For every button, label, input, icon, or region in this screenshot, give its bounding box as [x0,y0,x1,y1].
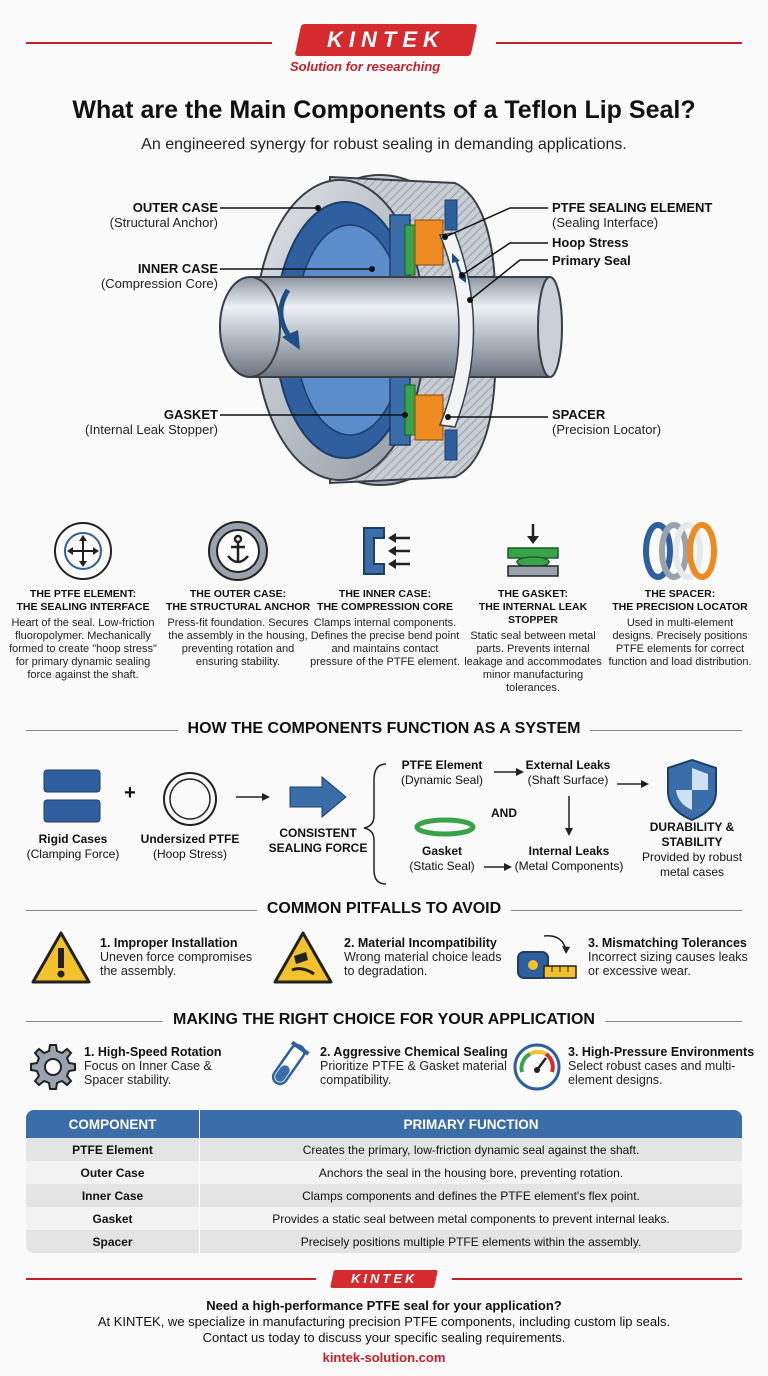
system-durability [632,820,752,880]
system-internal-leaks [508,844,630,874]
choice-item-1 [84,1045,254,1087]
choice-title: 3. High-Pressure Environments [568,1045,755,1059]
component-card-outer-case [163,520,313,669]
callout-title: OUTER CASE [132,200,218,215]
label-sub: (Hoop Stress) [152,847,228,861]
footer-rule-left [26,1278,316,1280]
pitfall-title: 3. Mismatching Tolerances [588,936,747,950]
callout-spacer [552,407,752,437]
spacer-rings-icon [640,520,720,582]
system-gasket [392,844,492,874]
card-title-1: THE INNER CASE: [338,588,432,600]
gasket-press-icon [502,520,564,582]
table-header-function: PRIMARY FUNCTION [200,1110,742,1138]
label-title: PTFE Element [401,758,483,772]
callout-sub: (Compression Core) [100,276,218,291]
card-title-2: THE INTERNAL LEAK STOPPER [478,601,588,626]
system-plus: + [124,782,136,804]
warning-icon [30,930,92,986]
heading-text: COMMON PITFALLS TO AVOID [257,900,511,917]
system-ptfe-element [392,758,492,788]
system-consistent-force [260,826,376,856]
card-title-2: THE PRECISION LOCATOR [612,601,748,613]
callout-title: GASKET [163,407,218,422]
component-card-inner-case [310,520,460,669]
table-cell-function: Clamps components and defines the PTFE element's flex point. [200,1184,742,1207]
table-cell-function: Creates the primary, low-friction dynamic seal against the shaft. [200,1138,742,1161]
heading-text: HOW THE COMPONENTS FUNCTION AS A SYSTEM [178,720,591,737]
card-desc: Heart of the seal. Low-friction fluoropolymer. Mechanically formed to create "hoop stress" for primary dynamic sealing force against the shaft. [9,617,157,681]
footer-line-2: Contact us today to discuss your specific sealing requirements. [202,1330,566,1345]
table-row [26,1161,742,1184]
label-line-1: DURABILITY & [649,820,735,834]
kintek-logo[interactable] [295,24,478,56]
footer-rule-right [452,1278,742,1280]
system-and: AND [491,806,517,820]
table-header-component: COMPONENT [26,1110,200,1138]
pitfall-title: 2. Material Incompatibility [344,936,497,950]
card-title-1: THE PTFE ELEMENT: [29,588,137,600]
label-line-1: CONSISTENT [279,826,357,840]
pitfall-item-2 [344,936,504,978]
pressure-gauge-icon [512,1042,562,1092]
component-summary-table [26,1110,742,1253]
clamp-icon [354,520,416,582]
label-title: Gasket [421,844,463,858]
pitfall-desc: Incorrect sizing causes leaks or excessive wear. [588,950,748,978]
table-cell-function: Provides a static seal between metal components to prevent internal leaks. [200,1207,742,1230]
table-row [26,1230,742,1253]
callout-sub: (Internal Leak Stopper) [85,422,218,437]
label-sub: (Shaft Surface) [527,773,609,787]
choice-heading [0,1011,768,1029]
card-title-2: THE SEALING INTERFACE [16,601,150,613]
table-row [26,1207,742,1230]
header-rule-right [496,42,742,44]
choice-desc: Prioritize PTFE & Gasket material compatibility. [320,1059,507,1087]
gear-icon [28,1042,78,1092]
system-heading [0,720,768,738]
card-title-2: THE COMPRESSION CORE [317,601,453,613]
card-desc: Clamps internal components. Defines the precise bend point and maintains contact pressure of the PTFE element. [310,617,460,668]
label-title: Internal Leaks [528,844,610,858]
component-card-gasket [458,520,608,695]
system-external-leaks [516,758,620,788]
table-row [26,1138,742,1161]
corrosion-warning-icon [272,930,334,986]
page-title: What are the Main Components of a Teflon Lip Seal? [72,96,696,124]
label-title: External Leaks [525,758,611,772]
test-tube-icon [262,1040,312,1094]
table-cell-function: Anchors the seal in the housing bore, preventing rotation. [200,1161,742,1184]
callout-hoop-stress: Hoop Stress [552,235,629,250]
table-cell-component: Inner Case [26,1184,200,1207]
logo-text: KINTEK [350,1271,418,1286]
table-row [26,1184,742,1207]
choice-title: 1. High-Speed Rotation [84,1045,222,1059]
choice-title: 2. Aggressive Chemical Sealing [320,1045,508,1059]
card-title-2: THE STRUCTURAL ANCHOR [165,601,311,613]
label-line-2: STABILITY [661,835,723,849]
choice-desc: Select robust cases and multi-element designs. [568,1059,736,1087]
callout-outer-case [60,200,218,230]
label-sub: Provided by robust metal cases [641,850,743,879]
pitfall-item-1 [100,936,260,978]
pitfall-desc: Uneven force compromises the assembly. [100,950,253,978]
card-desc: Press-fit foundation. Secures the assembly in the housing, preventing rotation and ensuring stability. [167,617,309,668]
table-cell-function: Precisely positions multiple PTFE elements within the assembly. [200,1230,742,1253]
callout-title: INNER CASE [137,261,218,276]
footer-line-1: At KINTEK, we specialize in manufacturing precision PTFE components, including custom lip seals. [97,1314,671,1329]
table-cell-component: Spacer [26,1230,200,1253]
ptfe-ring-icon [52,520,114,582]
component-card-ptfe [8,520,158,682]
card-desc: Static seal between metal parts. Prevents internal leakage and accommodates minor manufacturing tolerances. [464,630,602,694]
label-title: Rigid Cases [38,832,108,846]
page-subtitle: An engineered synergy for robust sealing in demanding applications. [141,136,627,153]
callout-ptfe-element [552,200,752,230]
pitfall-desc: Wrong material choice leads to degradation. [344,950,502,978]
footer-kintek-logo[interactable] [330,1270,438,1288]
footer-question: Need a high-performance PTFE seal for your application? [206,1298,562,1313]
tape-measure-icon [514,930,580,986]
card-title-1: THE GASKET: [497,588,568,600]
tagline: Solution for researching [290,59,441,74]
heading-text: MAKING THE RIGHT CHOICE FOR YOUR APPLICATION [163,1011,605,1028]
callout-title: PTFE SEALING ELEMENT [552,200,713,215]
pitfall-item-3 [588,936,748,978]
label-sub: (Clamping Force) [26,847,120,861]
callout-gasket [60,407,218,437]
choice-item-3 [568,1045,758,1087]
choice-item-2 [320,1045,510,1087]
card-title-1: THE OUTER CASE: [189,588,287,600]
callout-inner-case [60,261,218,291]
card-desc: Used in multi-element designs. Precisely positions PTFE elements for correct function and load distribution. [608,617,752,668]
label-sub: (Dynamic Seal) [400,773,484,787]
system-undersized-ptfe [132,832,248,862]
footer-url-link[interactable]: kintek-solution.com [322,1350,446,1365]
label-title: Undersized PTFE [140,832,240,846]
callout-primary-seal: Primary Seal [552,253,631,268]
table-cell-component: PTFE Element [26,1138,200,1161]
logo-text: KINTEK [327,27,445,52]
system-rigid-cases [14,832,132,862]
pitfalls-heading [0,900,768,918]
label-sub: (Static Seal) [409,859,475,873]
label-line-2: SEALING FORCE [268,841,368,855]
choice-desc: Focus on Inner Case & Spacer stability. [84,1059,212,1087]
table-cell-component: Gasket [26,1207,200,1230]
callout-sub: (Structural Anchor) [109,215,218,230]
header-rule-left [26,42,272,44]
label-sub: (Metal Components) [514,859,624,873]
pitfall-title: 1. Improper Installation [100,936,238,950]
table-cell-component: Outer Case [26,1161,200,1184]
card-title-1: THE SPACER: [644,588,716,600]
callout-title: SPACER [552,407,606,422]
component-card-spacer [605,520,755,669]
callout-sub: (Sealing Interface) [552,215,659,230]
callout-sub: (Precision Locator) [552,422,662,437]
anchor-icon [207,520,269,582]
